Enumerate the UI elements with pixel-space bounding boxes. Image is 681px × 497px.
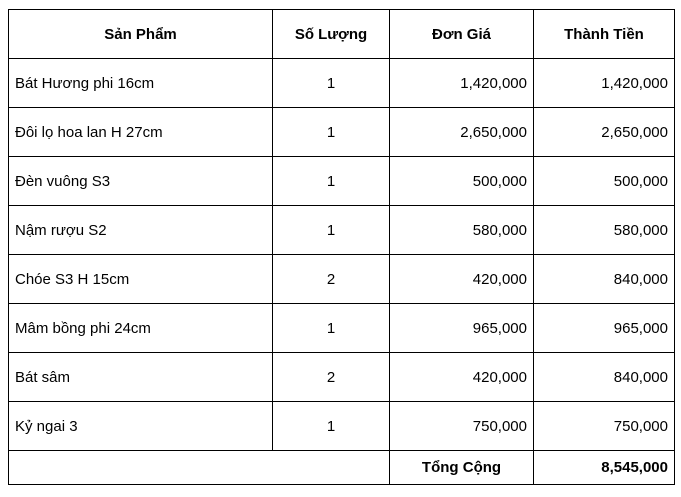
total-value: 8,545,000 — [534, 451, 675, 485]
cell-unit-price: 2,650,000 — [390, 108, 534, 157]
cell-amount: 840,000 — [534, 255, 675, 304]
cell-quantity: 1 — [273, 108, 390, 157]
table-row — [9, 402, 675, 451]
table-row — [9, 304, 675, 353]
cell-product: Bát sâm — [9, 353, 273, 402]
total-blank-cell — [9, 451, 390, 485]
cell-product: Mâm bồng phi 24cm — [9, 304, 273, 353]
cell-unit-price: 420,000 — [390, 353, 534, 402]
cell-amount: 580,000 — [534, 206, 675, 255]
header-product: Sản Phẩm — [9, 10, 273, 59]
cell-quantity: 1 — [273, 206, 390, 255]
cell-quantity: 1 — [273, 59, 390, 108]
total-label: Tổng Cộng — [390, 451, 534, 485]
cell-amount: 500,000 — [534, 157, 675, 206]
cell-quantity: 2 — [273, 255, 390, 304]
header-row — [9, 10, 675, 59]
cell-amount: 750,000 — [534, 402, 675, 451]
total-row — [9, 451, 675, 485]
table-row — [9, 353, 675, 402]
cell-unit-price: 965,000 — [390, 304, 534, 353]
cell-unit-price: 580,000 — [390, 206, 534, 255]
cell-product: Chóe S3 H 15cm — [9, 255, 273, 304]
cell-amount: 840,000 — [534, 353, 675, 402]
header-quantity: Số Lượng — [273, 10, 390, 59]
table-row — [9, 59, 675, 108]
cell-amount: 2,650,000 — [534, 108, 675, 157]
cell-unit-price: 420,000 — [390, 255, 534, 304]
cell-quantity: 1 — [273, 304, 390, 353]
cell-product: Đèn vuông S3 — [9, 157, 273, 206]
invoice-table — [8, 9, 675, 485]
header-unit-price: Đơn Giá — [390, 10, 534, 59]
table-row — [9, 108, 675, 157]
table-row — [9, 157, 675, 206]
cell-quantity: 1 — [273, 157, 390, 206]
cell-amount: 1,420,000 — [534, 59, 675, 108]
cell-product: Kỷ ngai 3 — [9, 402, 273, 451]
cell-product: Đôi lọ hoa lan H 27cm — [9, 108, 273, 157]
table-row — [9, 255, 675, 304]
cell-unit-price: 500,000 — [390, 157, 534, 206]
cell-quantity: 2 — [273, 353, 390, 402]
cell-unit-price: 1,420,000 — [390, 59, 534, 108]
header-amount: Thành Tiền — [534, 10, 675, 59]
cell-product: Bát Hương phi 16cm — [9, 59, 273, 108]
table-row — [9, 206, 675, 255]
cell-quantity: 1 — [273, 402, 390, 451]
cell-amount: 965,000 — [534, 304, 675, 353]
cell-unit-price: 750,000 — [390, 402, 534, 451]
cell-product: Nậm rượu S2 — [9, 206, 273, 255]
